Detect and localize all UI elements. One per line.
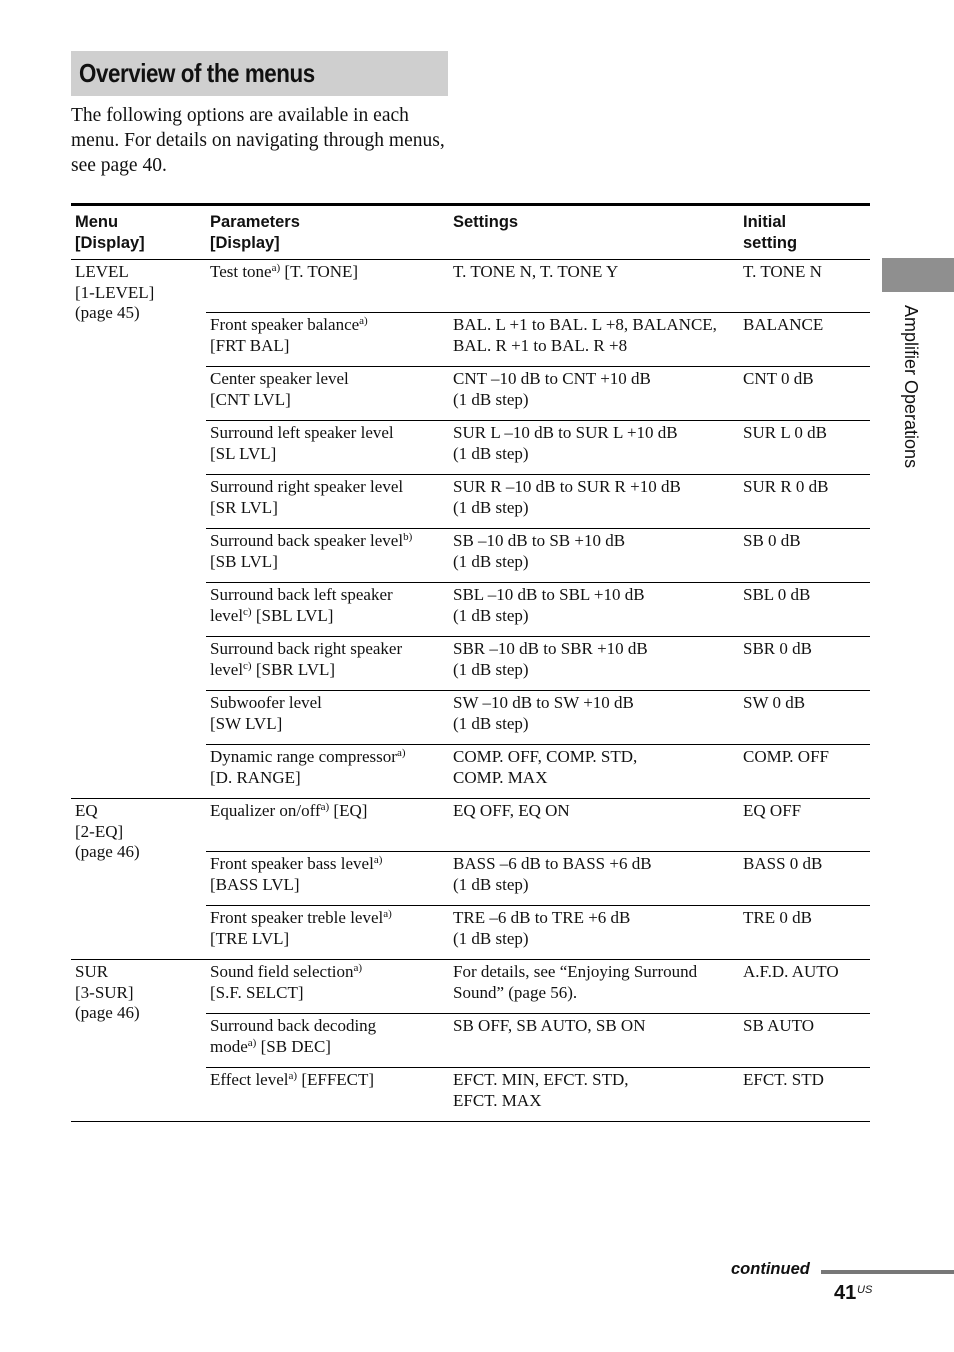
settings-line: EFCT. MAX — [453, 1090, 542, 1110]
settings-line: SB –10 dB to SB +10 dB — [453, 531, 626, 550]
header-initial-setting: Initial setting — [739, 205, 870, 260]
menu-cell-line: (page 46) — [75, 842, 140, 861]
parameter-cell — [206, 852, 449, 906]
initial-setting-cell: SW 0 dB — [739, 691, 870, 745]
settings-cell — [449, 852, 739, 906]
footnote-marker: b) — [403, 531, 413, 543]
parameter-display-text: [SB DEC] — [256, 1036, 331, 1056]
menu-cell-line: LEVEL — [75, 262, 129, 281]
parameter-line — [210, 693, 445, 714]
parameter-cell — [206, 906, 449, 960]
parameter-line — [210, 714, 445, 735]
parameter-text: Sound field selection — [210, 962, 354, 981]
settings-cell — [449, 637, 739, 691]
footnote-marker: a) — [353, 962, 363, 974]
settings-line: EQ OFF, EQ ON — [453, 801, 570, 820]
settings-line: EFCT. MIN, EFCT. STD, — [453, 1070, 629, 1089]
parameter-text: mode — [210, 1036, 248, 1056]
parameter-text: Surround left speaker level — [210, 423, 394, 442]
parameter-text: Surround right speaker level — [210, 477, 404, 496]
parameter-text: [SW LVL] — [210, 713, 283, 733]
menu-cell — [71, 960, 206, 1122]
initial-setting-cell: A.F.D. AUTO — [739, 960, 870, 1014]
parameter-line — [210, 962, 445, 983]
settings-cell — [449, 583, 739, 637]
parameter-text: [SR LVL] — [210, 497, 278, 517]
settings-cell — [449, 1014, 739, 1068]
initial-setting-cell: EFCT. STD — [739, 1068, 870, 1122]
initial-setting-cell: CNT 0 dB — [739, 367, 870, 421]
parameter-text: Surround back decoding — [210, 1016, 377, 1035]
footnote-marker: c) — [243, 659, 252, 672]
settings-line: (1 dB step) — [453, 605, 529, 625]
initial-setting-cell: TRE 0 dB — [739, 906, 870, 960]
initial-setting-cell: SB 0 dB — [739, 529, 870, 583]
parameter-cell — [206, 529, 449, 583]
parameter-text: [D. RANGE] — [210, 767, 301, 787]
parameter-line — [210, 768, 445, 789]
continued-label: continued — [731, 1260, 810, 1278]
parameter-line — [210, 531, 445, 552]
parameter-line — [210, 1037, 445, 1058]
parameter-text: Surround back right speaker — [210, 639, 403, 658]
table-body — [71, 260, 870, 1122]
initial-setting-cell: SUR R 0 dB — [739, 475, 870, 529]
page-title-box — [71, 51, 448, 96]
footnote-marker: a) — [288, 1070, 298, 1082]
parameter-text: Dynamic range compressor — [210, 747, 397, 766]
parameter-text: Test tone — [210, 262, 272, 281]
menu-cell — [71, 260, 206, 799]
settings-line: (1 dB step) — [453, 497, 529, 517]
settings-cell — [449, 799, 739, 852]
parameter-text: Effect level — [210, 1070, 289, 1089]
menu-cell-line: [3-SUR] — [75, 982, 134, 1002]
parameter-line — [210, 552, 445, 573]
parameter-text: Front speaker balance — [210, 315, 360, 334]
section-side-label: Amplifier Operations — [901, 305, 921, 469]
menu-cell-line: [1-LEVEL] — [75, 282, 155, 302]
parameter-text: Front speaker bass level — [210, 854, 374, 873]
parameter-cell — [206, 960, 449, 1014]
parameter-display-text: [SBR LVL] — [251, 659, 336, 679]
parameter-line — [210, 477, 445, 498]
page-title: Overview of the menus — [79, 58, 315, 88]
parameter-cell — [206, 745, 449, 799]
settings-cell — [449, 960, 739, 1014]
settings-line: CNT –10 dB to CNT +10 dB — [453, 369, 651, 388]
footnote-marker: a) — [271, 262, 281, 274]
parameter-cell — [206, 421, 449, 475]
settings-line: (1 dB step) — [453, 928, 529, 948]
settings-line: SB OFF, SB AUTO, SB ON — [453, 1016, 646, 1035]
parameter-line — [210, 336, 445, 357]
initial-setting-cell: SBL 0 dB — [739, 583, 870, 637]
parameter-text: Front speaker treble level — [210, 908, 384, 927]
settings-line: TRE –6 dB to TRE +6 dB — [453, 908, 631, 927]
parameter-line — [210, 498, 445, 519]
parameter-text: [BASS LVL] — [210, 874, 300, 894]
parameter-line — [210, 315, 445, 336]
footnote-marker: a) — [247, 1036, 257, 1049]
settings-cell — [449, 906, 739, 960]
parameter-cell — [206, 313, 449, 367]
settings-cell — [449, 1068, 739, 1122]
settings-line: (1 dB step) — [453, 443, 529, 463]
parameter-display-text: [SBL LVL] — [251, 605, 334, 625]
initial-setting-cell: T. TONE N — [739, 260, 870, 313]
parameter-line — [210, 875, 445, 896]
parameter-line — [210, 1016, 445, 1037]
parameter-text: [SB LVL] — [210, 551, 278, 571]
parameter-text: [TRE LVL] — [210, 928, 290, 948]
footnote-marker: a) — [320, 801, 330, 813]
header-parameters: Parameters [Display] — [206, 205, 449, 260]
header-menu: Menu [Display] — [71, 205, 206, 260]
parameter-text: Subwoofer level — [210, 693, 322, 712]
table-row — [71, 799, 870, 852]
initial-setting-cell: SUR L 0 dB — [739, 421, 870, 475]
parameter-cell — [206, 1068, 449, 1122]
settings-line: SBR –10 dB to SBR +10 dB — [453, 639, 648, 658]
parameter-cell — [206, 1014, 449, 1068]
parameter-text: [S.F. SELCT] — [210, 982, 304, 1002]
parameter-cell — [206, 367, 449, 421]
menu-overview-table — [71, 203, 870, 1122]
parameter-line — [210, 908, 445, 929]
settings-line: (1 dB step) — [453, 713, 529, 733]
parameter-text: [CNT LVL] — [210, 389, 291, 409]
initial-setting-cell: EQ OFF — [739, 799, 870, 852]
settings-line: Sound” (page 56). — [453, 982, 578, 1002]
parameter-cell — [206, 799, 449, 852]
settings-cell — [449, 529, 739, 583]
initial-setting-cell: SBR 0 dB — [739, 637, 870, 691]
parameter-text: Equalizer on/off — [210, 801, 321, 820]
parameter-text: level — [210, 605, 244, 625]
parameter-display-text: [EQ] — [329, 801, 368, 820]
parameter-line — [210, 1070, 445, 1091]
parameter-line — [210, 423, 445, 444]
initial-setting-cell: BASS 0 dB — [739, 852, 870, 906]
continued-rule — [821, 1270, 954, 1274]
settings-cell — [449, 260, 739, 313]
settings-cell — [449, 475, 739, 529]
table-header-row — [71, 205, 870, 260]
table-row — [71, 260, 870, 313]
menu-cell-line: EQ — [75, 801, 98, 820]
parameter-line — [210, 444, 445, 465]
parameter-text: Surround back speaker level — [210, 531, 404, 550]
menu-cell-line: [2-EQ] — [75, 821, 124, 841]
parameter-line — [210, 801, 445, 822]
parameter-line — [210, 660, 445, 681]
settings-line: COMP. OFF, COMP. STD, — [453, 747, 638, 766]
settings-line: COMP. MAX — [453, 767, 548, 787]
settings-line: SBL –10 dB to SBL +10 dB — [453, 585, 645, 604]
settings-line: BASS –6 dB to BASS +6 dB — [453, 854, 652, 873]
parameter-line — [210, 983, 445, 1004]
parameter-text: Center speaker level — [210, 369, 349, 388]
settings-line: (1 dB step) — [453, 389, 529, 409]
parameter-cell — [206, 637, 449, 691]
parameter-cell — [206, 260, 449, 313]
settings-line: For details, see “Enjoying Surround — [453, 962, 698, 981]
settings-cell — [449, 367, 739, 421]
table-row — [71, 960, 870, 1014]
parameter-line — [210, 262, 445, 283]
menu-cell-line: SUR — [75, 962, 109, 981]
footnote-marker: a) — [383, 908, 392, 920]
header-settings: Settings — [449, 205, 739, 260]
parameter-line — [210, 639, 445, 660]
intro-paragraph: The following options are available in each menu. For details on navigating through menus, see page 40. — [71, 105, 445, 176]
settings-line: SUR L –10 dB to SUR L +10 dB — [453, 423, 678, 442]
parameter-line — [210, 747, 445, 768]
settings-line: BAL. L +1 to BAL. L +8, BALANCE, — [453, 315, 717, 334]
footnote-marker: a) — [373, 854, 383, 866]
parameter-line — [210, 854, 445, 875]
settings-cell — [449, 691, 739, 745]
footnote-marker: a) — [359, 315, 368, 327]
settings-cell — [449, 313, 739, 367]
settings-line: (1 dB step) — [453, 874, 529, 894]
settings-line: (1 dB step) — [453, 551, 529, 571]
settings-cell — [449, 421, 739, 475]
parameter-display-text: [T. TONE] — [280, 262, 359, 281]
footnote-marker: c) — [243, 605, 252, 618]
footnote-marker: a) — [396, 747, 406, 759]
settings-line: SUR R –10 dB to SUR R +10 dB — [453, 477, 681, 496]
parameter-line — [210, 606, 445, 627]
initial-setting-cell: COMP. OFF — [739, 745, 870, 799]
parameter-line — [210, 369, 445, 390]
menu-cell — [71, 799, 206, 960]
parameter-cell — [206, 583, 449, 637]
parameter-display-text: [EFFECT] — [297, 1070, 375, 1089]
settings-cell — [449, 745, 739, 799]
initial-setting-cell: SB AUTO — [739, 1014, 870, 1068]
menu-cell-line: (page 45) — [75, 303, 140, 322]
initial-setting-cell: BALANCE — [739, 313, 870, 367]
page-number: 41 — [834, 1282, 857, 1304]
parameter-line — [210, 929, 445, 950]
page-number-suffix: US — [857, 1284, 873, 1296]
parameter-cell — [206, 691, 449, 745]
settings-line: (1 dB step) — [453, 659, 529, 679]
parameter-text: [SL LVL] — [210, 443, 277, 463]
section-tab-marker — [882, 258, 954, 292]
parameter-line — [210, 390, 445, 411]
settings-line: SW –10 dB to SW +10 dB — [453, 693, 634, 712]
settings-line: BAL. R +1 to BAL. R +8 — [453, 335, 628, 355]
parameter-text: [FRT BAL] — [210, 335, 290, 355]
menu-cell-line: (page 46) — [75, 1003, 140, 1022]
settings-line: T. TONE N, T. TONE Y — [453, 262, 619, 281]
parameter-cell — [206, 475, 449, 529]
parameter-text: Surround back left speaker — [210, 585, 393, 604]
parameter-text: level — [210, 659, 244, 679]
parameter-line — [210, 585, 445, 606]
